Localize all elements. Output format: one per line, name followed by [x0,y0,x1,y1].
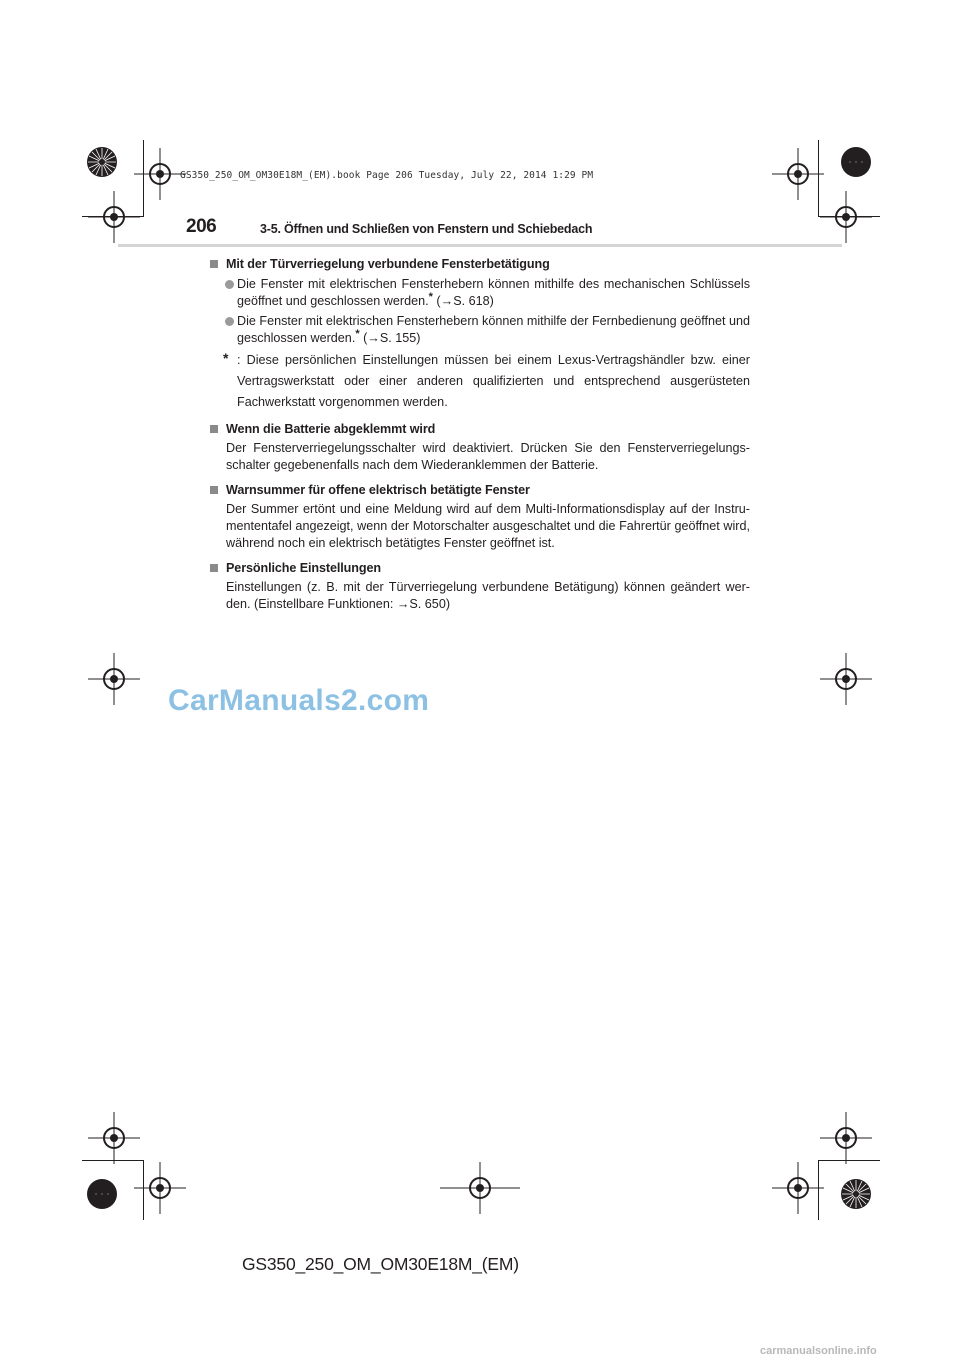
crosshair-circle-icon [88,653,140,705]
crosshair-circle-icon [820,191,872,243]
footer-code: GS350_250_OM_OM30E18M_(EM) [242,1254,519,1274]
section-heading: Warnsummer für offene elektrisch betätigte Fenster [210,482,750,499]
watermark: CarManuals2.com [168,684,430,717]
solid-circle-icon [840,146,872,178]
square-bullet-icon [210,486,218,494]
paragraph: Der Fensterverriegelungsschalter wird deaktiviert. Drücken Sie den Fensterverriegelungs-schalter gegebenenfalls nach dem Wiederanklemmen der Batterie. [226,441,750,472]
crosshair-circle-icon [440,1162,520,1214]
footnote: * : Diese persönlichen Einstellungen müssen bei einem Lexus-Vertragshändler bzw. einer Vertragswerkstatt oder einer anderen qualifizierten und entsprechend ausgerüsteten Fachwerkstatt vorgenommen werden. [223,350,750,409]
book-stamp: GS350_250_OM_OM30E18M_(EM).book Page 206 Tuesday, July 22, 2014 1:29 PM [180,170,594,181]
paragraph: Einstellungen (z. B. mit der Türverriegelung verbundene Betätigung) können geändert wer-den. (Einstellbare Funktionen: →S. 650) [226,580,750,611]
footer-site: carmanualsonline.info [760,1345,877,1357]
starburst-circle-icon [86,146,118,178]
square-bullet-icon [210,260,218,268]
list-item: Die Fenster mit elektrischen Fensterhebern können mithilfe der Fernbedienung geöffnet und geschlossen werden.* (→S. 155) [210,313,750,347]
crosshair-circle-icon [88,1112,140,1164]
crosshair-circle-icon [820,1112,872,1164]
circle-bullet-icon [225,317,234,326]
circle-bullet-icon [225,280,234,289]
page-content [210,256,750,613]
square-bullet-icon [210,425,218,433]
section-heading: Persönliche Einstellungen [210,560,750,577]
section-heading: Mit der Türverriegelung verbundene Fensterbetätigung [210,256,750,273]
list-item: Die Fenster mit elektrischen Fensterhebern können mithilfe des mechanischen Schlüssels geöffnet und geschlossen werden.* (→S. 618) [210,276,750,310]
crosshair-circle-icon [134,148,186,200]
section-heading: Wenn die Batterie abgeklemmt wird [210,421,750,438]
section-title: 3-5. Öffnen und Schließen von Fenstern und Schiebedach [260,222,593,236]
solid-circle-icon [86,1178,118,1210]
page-number: 206 [186,216,217,237]
starburst-circle-icon [840,1178,872,1210]
crosshair-circle-icon [88,191,140,243]
crosshair-circle-icon [772,148,824,200]
paragraph: Der Summer ertönt und eine Meldung wird auf dem Multi-Informationsdisplay auf der Instru-mententafel angezeigt, wenn der Motorschalter ausgeschaltet und die Fahrertür geöffnet wird, während noch ein elektrisch betätigtes Fenster geöffnet ist. [226,502,750,550]
crosshair-circle-icon [134,1162,186,1214]
crosshair-circle-icon [820,653,872,705]
crosshair-circle-icon [772,1162,824,1214]
header-rule [118,244,842,247]
square-bullet-icon [210,564,218,572]
